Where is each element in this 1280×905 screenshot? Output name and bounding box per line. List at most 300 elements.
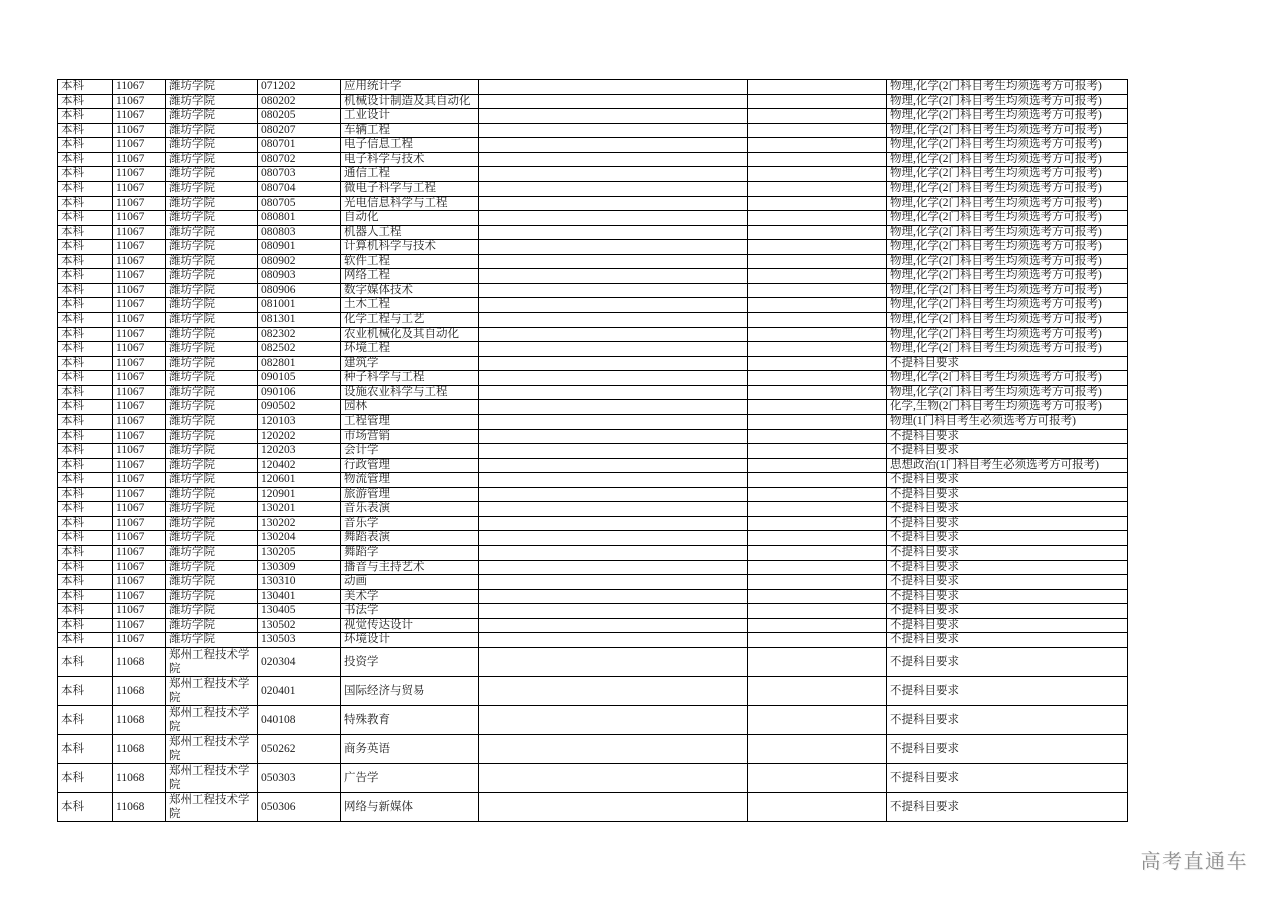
cell-major-name: 网络与新媒体: [341, 793, 479, 822]
cell-school-code: 11068: [113, 648, 166, 677]
cell-subject-requirement: 不提科目要求: [887, 502, 1128, 517]
cell-major-name: 行政管理: [341, 459, 479, 474]
cell-level: 本科: [58, 313, 113, 328]
cell-major-name: 种子科学与工程: [341, 371, 479, 386]
cell-blank-wide: [479, 561, 748, 576]
cell-school-code: 11067: [113, 531, 166, 546]
cell-school-code: 11067: [113, 95, 166, 110]
cell-major-code: 130502: [258, 619, 341, 634]
cell-school-name: 潍坊学院: [166, 561, 258, 576]
cell-blank-wide: [479, 328, 748, 343]
table-row: [58, 226, 1128, 241]
cell-subject-requirement: 不提科目要求: [887, 633, 1128, 648]
cell-major-name: 市场营销: [341, 430, 479, 445]
cell-subject-requirement: 不提科目要求: [887, 531, 1128, 546]
table-row: [58, 167, 1128, 182]
cell-blank-wide: [479, 80, 748, 95]
cell-school-name: 郑州工程技术学院: [166, 706, 258, 735]
cell-school-name: 潍坊学院: [166, 342, 258, 357]
cell-level: 本科: [58, 95, 113, 110]
cell-level: 本科: [58, 633, 113, 648]
table-row: [58, 546, 1128, 561]
table-row: [58, 735, 1128, 764]
cell-school-name: 潍坊学院: [166, 575, 258, 590]
cell-school-code: 11067: [113, 561, 166, 576]
cell-major-code: 050306: [258, 793, 341, 822]
cell-blank-narrow: [748, 298, 887, 313]
cell-school-code: 11067: [113, 575, 166, 590]
cell-subject-requirement: 物理,化学(2门科目考生均须选考方可报考): [887, 371, 1128, 386]
cell-school-name: 潍坊学院: [166, 153, 258, 168]
cell-major-name: 商务英语: [341, 735, 479, 764]
cell-subject-requirement: 物理,化学(2门科目考生均须选考方可报考): [887, 226, 1128, 241]
cell-level: 本科: [58, 386, 113, 401]
cell-blank-wide: [479, 648, 748, 677]
cell-school-code: 11067: [113, 298, 166, 313]
cell-level: 本科: [58, 298, 113, 313]
cell-subject-requirement: 不提科目要求: [887, 517, 1128, 532]
cell-subject-requirement: 物理,化学(2门科目考生均须选考方可报考): [887, 124, 1128, 139]
table-row: [58, 298, 1128, 313]
cell-blank-wide: [479, 633, 748, 648]
cell-major-code: 082801: [258, 357, 341, 372]
cell-school-name: 潍坊学院: [166, 167, 258, 182]
cell-blank-wide: [479, 357, 748, 372]
cell-blank-narrow: [748, 459, 887, 474]
cell-blank-narrow: [748, 211, 887, 226]
cell-blank-narrow: [748, 269, 887, 284]
cell-subject-requirement: 物理,化学(2门科目考生均须选考方可报考): [887, 313, 1128, 328]
cell-subject-requirement: 物理,化学(2门科目考生均须选考方可报考): [887, 138, 1128, 153]
cell-subject-requirement: 物理,化学(2门科目考生均须选考方可报考): [887, 211, 1128, 226]
cell-school-code: 11067: [113, 371, 166, 386]
cell-blank-narrow: [748, 764, 887, 793]
cell-major-name: 机器人工程: [341, 226, 479, 241]
cell-major-code: 080801: [258, 211, 341, 226]
cell-school-code: 11067: [113, 415, 166, 430]
cell-blank-narrow: [748, 444, 887, 459]
cell-school-name: 潍坊学院: [166, 590, 258, 605]
cell-major-name: 光电信息科学与工程: [341, 197, 479, 212]
cell-subject-requirement: 物理,化学(2门科目考生均须选考方可报考): [887, 386, 1128, 401]
cell-blank-narrow: [748, 95, 887, 110]
cell-major-code: 090105: [258, 371, 341, 386]
cell-school-code: 11067: [113, 226, 166, 241]
subject-requirement-table: [57, 79, 1128, 822]
cell-level: 本科: [58, 124, 113, 139]
cell-major-name: 书法学: [341, 604, 479, 619]
cell-subject-requirement: 不提科目要求: [887, 590, 1128, 605]
cell-major-name: 自动化: [341, 211, 479, 226]
cell-blank-narrow: [748, 590, 887, 605]
cell-school-code: 11067: [113, 138, 166, 153]
cell-major-name: 投资学: [341, 648, 479, 677]
cell-school-code: 11067: [113, 124, 166, 139]
cell-major-name: 电子科学与技术: [341, 153, 479, 168]
cell-major-name: 机械设计制造及其自动化: [341, 95, 479, 110]
cell-school-name: 潍坊学院: [166, 633, 258, 648]
cell-major-name: 计算机科学与技术: [341, 240, 479, 255]
cell-level: 本科: [58, 531, 113, 546]
cell-blank-narrow: [748, 182, 887, 197]
cell-school-name: 潍坊学院: [166, 226, 258, 241]
cell-school-code: 11067: [113, 255, 166, 270]
cell-major-name: 土木工程: [341, 298, 479, 313]
cell-subject-requirement: 不提科目要求: [887, 735, 1128, 764]
table-row: [58, 342, 1128, 357]
cell-school-code: 11068: [113, 793, 166, 822]
cell-blank-wide: [479, 197, 748, 212]
cell-level: 本科: [58, 109, 113, 124]
cell-level: 本科: [58, 342, 113, 357]
cell-blank-narrow: [748, 488, 887, 503]
cell-major-name: 物流管理: [341, 473, 479, 488]
cell-major-code: 080803: [258, 226, 341, 241]
cell-subject-requirement: 不提科目要求: [887, 706, 1128, 735]
cell-blank-narrow: [748, 80, 887, 95]
table-row: [58, 473, 1128, 488]
cell-level: 本科: [58, 561, 113, 576]
cell-major-code: 080703: [258, 167, 341, 182]
cell-subject-requirement: 化学,生物(2门科目考生均须选考方可报考): [887, 400, 1128, 415]
cell-subject-requirement: 物理,化学(2门科目考生均须选考方可报考): [887, 153, 1128, 168]
table-row: [58, 590, 1128, 605]
table-row: [58, 677, 1128, 706]
cell-major-code: 081001: [258, 298, 341, 313]
cell-blank-narrow: [748, 255, 887, 270]
cell-blank-wide: [479, 269, 748, 284]
cell-major-code: 080205: [258, 109, 341, 124]
cell-major-name: 园林: [341, 400, 479, 415]
cell-level: 本科: [58, 240, 113, 255]
cell-subject-requirement: 物理,化学(2门科目考生均须选考方可报考): [887, 182, 1128, 197]
cell-subject-requirement: 不提科目要求: [887, 575, 1128, 590]
cell-blank-narrow: [748, 561, 887, 576]
cell-level: 本科: [58, 473, 113, 488]
cell-blank-wide: [479, 764, 748, 793]
cell-major-name: 微电子科学与工程: [341, 182, 479, 197]
cell-school-code: 11067: [113, 284, 166, 299]
cell-major-code: 050303: [258, 764, 341, 793]
cell-subject-requirement: 不提科目要求: [887, 546, 1128, 561]
cell-level: 本科: [58, 677, 113, 706]
cell-blank-wide: [479, 793, 748, 822]
cell-subject-requirement: 物理,化学(2门科目考生均须选考方可报考): [887, 197, 1128, 212]
cell-school-code: 11067: [113, 517, 166, 532]
cell-subject-requirement: 不提科目要求: [887, 764, 1128, 793]
cell-school-code: 11067: [113, 546, 166, 561]
table-row: [58, 124, 1128, 139]
cell-school-name: 潍坊学院: [166, 619, 258, 634]
cell-major-code: 080207: [258, 124, 341, 139]
cell-level: 本科: [58, 793, 113, 822]
cell-blank-narrow: [748, 633, 887, 648]
table-row: [58, 269, 1128, 284]
cell-blank-wide: [479, 531, 748, 546]
table-row: [58, 240, 1128, 255]
cell-school-code: 11067: [113, 80, 166, 95]
cell-major-code: 082302: [258, 328, 341, 343]
cell-blank-wide: [479, 95, 748, 110]
cell-blank-wide: [479, 677, 748, 706]
cell-blank-wide: [479, 459, 748, 474]
cell-blank-wide: [479, 400, 748, 415]
cell-subject-requirement: 物理,化学(2门科目考生均须选考方可报考): [887, 298, 1128, 313]
cell-major-name: 环境工程: [341, 342, 479, 357]
cell-level: 本科: [58, 211, 113, 226]
cell-school-code: 11067: [113, 357, 166, 372]
table-row: [58, 502, 1128, 517]
cell-school-code: 11068: [113, 764, 166, 793]
cell-major-name: 农业机械化及其自动化: [341, 328, 479, 343]
cell-major-name: 音乐表演: [341, 502, 479, 517]
table-row: [58, 284, 1128, 299]
table-row: [58, 197, 1128, 212]
cell-major-name: 视觉传达设计: [341, 619, 479, 634]
cell-blank-wide: [479, 371, 748, 386]
cell-blank-narrow: [748, 677, 887, 706]
cell-major-name: 国际经济与贸易: [341, 677, 479, 706]
cell-major-code: 080702: [258, 153, 341, 168]
cell-major-name: 广告学: [341, 764, 479, 793]
cell-subject-requirement: 不提科目要求: [887, 444, 1128, 459]
table-row: [58, 371, 1128, 386]
cell-major-name: 动画: [341, 575, 479, 590]
table-row: [58, 80, 1128, 95]
cell-blank-narrow: [748, 473, 887, 488]
cell-school-name: 潍坊学院: [166, 240, 258, 255]
cell-blank-wide: [479, 167, 748, 182]
cell-blank-narrow: [748, 167, 887, 182]
cell-school-name: 潍坊学院: [166, 197, 258, 212]
cell-blank-wide: [479, 604, 748, 619]
table-row: [58, 211, 1128, 226]
cell-school-code: 11067: [113, 197, 166, 212]
cell-school-name: 潍坊学院: [166, 400, 258, 415]
cell-major-code: 080701: [258, 138, 341, 153]
cell-major-code: 120103: [258, 415, 341, 430]
cell-level: 本科: [58, 459, 113, 474]
cell-blank-narrow: [748, 517, 887, 532]
cell-school-name: 郑州工程技术学院: [166, 677, 258, 706]
cell-major-name: 设施农业科学与工程: [341, 386, 479, 401]
cell-blank-narrow: [748, 240, 887, 255]
cell-level: 本科: [58, 269, 113, 284]
cell-blank-wide: [479, 546, 748, 561]
cell-major-code: 130309: [258, 561, 341, 576]
cell-blank-wide: [479, 313, 748, 328]
cell-level: 本科: [58, 80, 113, 95]
cell-school-name: 郑州工程技术学院: [166, 735, 258, 764]
cell-major-name: 车辆工程: [341, 124, 479, 139]
table-row: [58, 182, 1128, 197]
cell-blank-wide: [479, 502, 748, 517]
table-row: [58, 619, 1128, 634]
cell-level: 本科: [58, 735, 113, 764]
cell-major-code: 080705: [258, 197, 341, 212]
cell-school-name: 潍坊学院: [166, 415, 258, 430]
table-row: [58, 255, 1128, 270]
cell-school-name: 潍坊学院: [166, 211, 258, 226]
cell-school-code: 11067: [113, 488, 166, 503]
cell-blank-wide: [479, 182, 748, 197]
cell-blank-wide: [479, 342, 748, 357]
cell-subject-requirement: 物理,化学(2门科目考生均须选考方可报考): [887, 80, 1128, 95]
cell-blank-narrow: [748, 430, 887, 445]
watermark-text: 高考直通车: [1140, 851, 1248, 873]
cell-level: 本科: [58, 604, 113, 619]
cell-school-code: 11067: [113, 342, 166, 357]
cell-major-code: 080906: [258, 284, 341, 299]
cell-school-name: 郑州工程技术学院: [166, 793, 258, 822]
cell-blank-narrow: [748, 386, 887, 401]
cell-level: 本科: [58, 371, 113, 386]
cell-school-code: 11067: [113, 313, 166, 328]
cell-major-name: 特殊教育: [341, 706, 479, 735]
cell-major-code: 130503: [258, 633, 341, 648]
cell-major-code: 020401: [258, 677, 341, 706]
cell-blank-narrow: [748, 328, 887, 343]
cell-level: 本科: [58, 619, 113, 634]
table-row: [58, 604, 1128, 619]
table-row: [58, 531, 1128, 546]
cell-school-code: 11067: [113, 153, 166, 168]
cell-major-code: 120202: [258, 430, 341, 445]
cell-level: 本科: [58, 284, 113, 299]
cell-major-code: 130405: [258, 604, 341, 619]
cell-blank-narrow: [748, 619, 887, 634]
cell-school-name: 潍坊学院: [166, 531, 258, 546]
cell-level: 本科: [58, 590, 113, 605]
cell-major-name: 网络工程: [341, 269, 479, 284]
cell-school-code: 11067: [113, 167, 166, 182]
cell-school-name: 潍坊学院: [166, 255, 258, 270]
cell-school-name: 潍坊学院: [166, 517, 258, 532]
cell-blank-wide: [479, 488, 748, 503]
table-row: [58, 95, 1128, 110]
cell-blank-narrow: [748, 138, 887, 153]
cell-subject-requirement: 不提科目要求: [887, 648, 1128, 677]
cell-subject-requirement: 物理,化学(2门科目考生均须选考方可报考): [887, 109, 1128, 124]
cell-school-name: 潍坊学院: [166, 284, 258, 299]
cell-blank-narrow: [748, 793, 887, 822]
cell-major-code: 040108: [258, 706, 341, 735]
cell-school-code: 11067: [113, 633, 166, 648]
cell-major-code: 130310: [258, 575, 341, 590]
table-row: [58, 153, 1128, 168]
table-row: [58, 400, 1128, 415]
cell-blank-narrow: [748, 284, 887, 299]
table-row: [58, 415, 1128, 430]
cell-level: 本科: [58, 153, 113, 168]
cell-school-name: 潍坊学院: [166, 328, 258, 343]
cell-school-name: 潍坊学院: [166, 298, 258, 313]
cell-level: 本科: [58, 138, 113, 153]
cell-major-name: 工程管理: [341, 415, 479, 430]
cell-blank-wide: [479, 415, 748, 430]
cell-major-code: 120901: [258, 488, 341, 503]
cell-major-code: 120203: [258, 444, 341, 459]
cell-major-name: 应用统计学: [341, 80, 479, 95]
cell-major-code: 080704: [258, 182, 341, 197]
cell-school-code: 11067: [113, 604, 166, 619]
cell-school-name: 潍坊学院: [166, 459, 258, 474]
cell-subject-requirement: 物理,化学(2门科目考生均须选考方可报考): [887, 269, 1128, 284]
cell-blank-narrow: [748, 706, 887, 735]
table-row: [58, 633, 1128, 648]
cell-major-code: 130202: [258, 517, 341, 532]
cell-major-code: 082502: [258, 342, 341, 357]
cell-school-code: 11067: [113, 328, 166, 343]
cell-subject-requirement: 物理,化学(2门科目考生均须选考方可报考): [887, 95, 1128, 110]
table-row: [58, 444, 1128, 459]
cell-major-name: 美术学: [341, 590, 479, 605]
cell-blank-wide: [479, 153, 748, 168]
cell-school-code: 11067: [113, 400, 166, 415]
cell-major-name: 建筑学: [341, 357, 479, 372]
table-row: [58, 459, 1128, 474]
cell-level: 本科: [58, 488, 113, 503]
cell-blank-wide: [479, 211, 748, 226]
cell-major-code: 050262: [258, 735, 341, 764]
cell-school-name: 潍坊学院: [166, 269, 258, 284]
cell-school-name: 潍坊学院: [166, 357, 258, 372]
table-row: [58, 764, 1128, 793]
cell-major-name: 旅游管理: [341, 488, 479, 503]
cell-school-name: 潍坊学院: [166, 430, 258, 445]
cell-blank-narrow: [748, 197, 887, 212]
cell-school-name: 潍坊学院: [166, 386, 258, 401]
table-row: [58, 386, 1128, 401]
cell-school-code: 11067: [113, 502, 166, 517]
cell-level: 本科: [58, 517, 113, 532]
cell-major-name: 舞蹈表演: [341, 531, 479, 546]
cell-subject-requirement: 不提科目要求: [887, 488, 1128, 503]
cell-level: 本科: [58, 328, 113, 343]
cell-blank-wide: [479, 619, 748, 634]
cell-school-code: 11068: [113, 706, 166, 735]
cell-school-code: 11067: [113, 182, 166, 197]
cell-level: 本科: [58, 430, 113, 445]
cell-blank-narrow: [748, 400, 887, 415]
cell-school-name: 潍坊学院: [166, 182, 258, 197]
cell-subject-requirement: 不提科目要求: [887, 604, 1128, 619]
cell-level: 本科: [58, 255, 113, 270]
cell-blank-wide: [479, 575, 748, 590]
cell-level: 本科: [58, 546, 113, 561]
cell-blank-narrow: [748, 604, 887, 619]
cell-blank-narrow: [748, 531, 887, 546]
cell-level: 本科: [58, 400, 113, 415]
table-row: [58, 357, 1128, 372]
cell-level: 本科: [58, 226, 113, 241]
cell-school-name: 潍坊学院: [166, 124, 258, 139]
cell-school-name: 潍坊学院: [166, 444, 258, 459]
cell-school-code: 11067: [113, 430, 166, 445]
cell-level: 本科: [58, 357, 113, 372]
cell-major-code: 080901: [258, 240, 341, 255]
cell-level: 本科: [58, 706, 113, 735]
cell-school-name: 潍坊学院: [166, 502, 258, 517]
cell-level: 本科: [58, 197, 113, 212]
cell-major-code: 130205: [258, 546, 341, 561]
cell-subject-requirement: 物理,化学(2门科目考生均须选考方可报考): [887, 342, 1128, 357]
cell-major-code: 090106: [258, 386, 341, 401]
table-row: [58, 488, 1128, 503]
cell-blank-narrow: [748, 226, 887, 241]
cell-major-code: 080902: [258, 255, 341, 270]
cell-school-code: 11067: [113, 590, 166, 605]
